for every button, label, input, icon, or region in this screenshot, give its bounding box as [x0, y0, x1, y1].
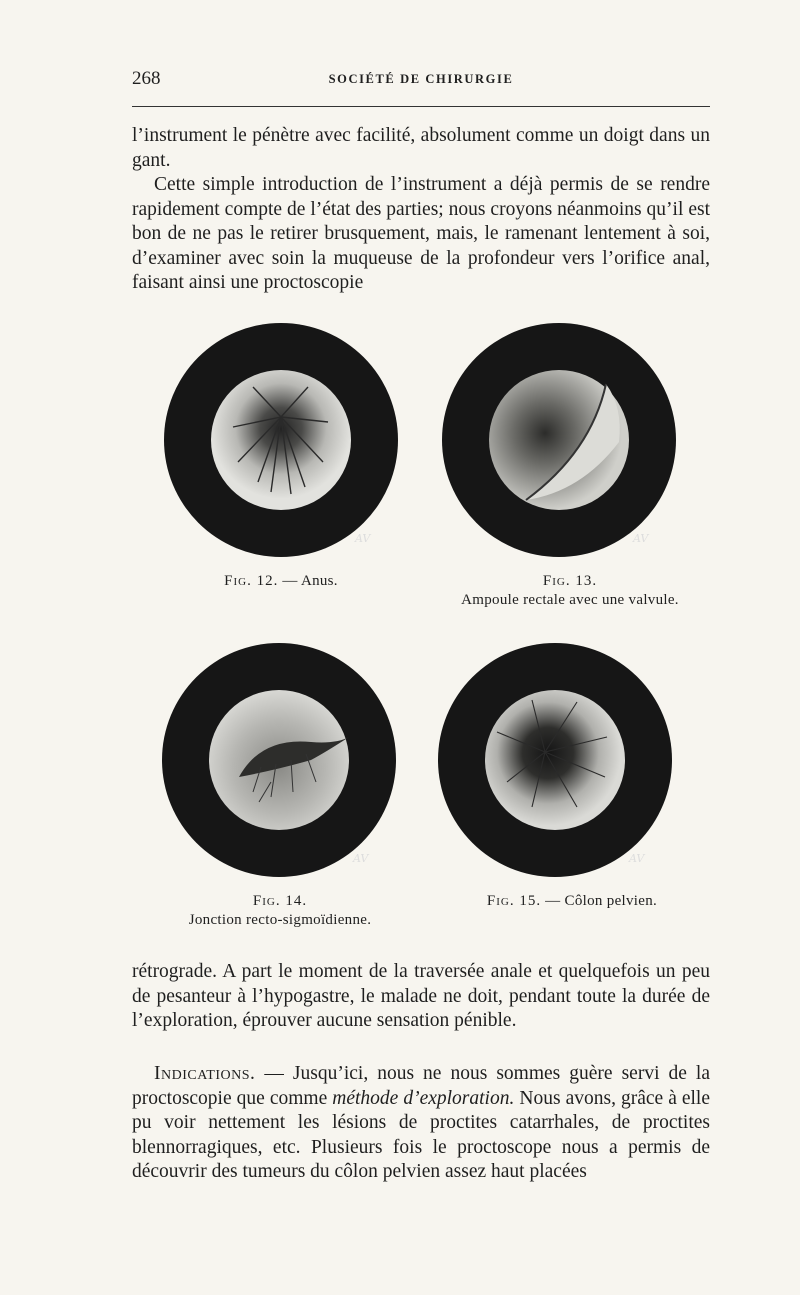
figure-15-dash: — — [545, 893, 561, 909]
paragraph-continuation: l’instrument le pénètre avec facilité, absolument comme un doigt dans un gant. — [132, 125, 710, 171]
figure-14-signature: AV — [353, 852, 369, 865]
figure-13-ampoule — [441, 322, 677, 558]
indications-heading: Indications. — [154, 1063, 256, 1084]
figure-15-caption — [437, 892, 707, 911]
figure-14-title: Jonction recto-sigmoïdienne. — [188, 912, 372, 928]
figure-13-title: Ampoule rectale avec une valvule. — [461, 592, 679, 608]
page-number: 268 — [132, 68, 161, 89]
figure-13-label: Fig. 13. — [542, 573, 598, 589]
paragraph-introduction: Cette simple introduction de l’instrument a déjà permis de se rendre rapidement compte de l’état des parties; nous croyons néanmoins qu’il est bon de ne pas le retirer brusquement, mais, le ramenant lentement à soi, d’examiner avec soin la muqueuse de la profondeur vers l’orifice anal, faisant ainsi une proctoscopie — [132, 174, 710, 294]
figure-12-anus — [163, 322, 399, 558]
figure-13-illustration — [441, 322, 677, 558]
indications-dash: — — [264, 1063, 284, 1084]
header-rule — [132, 106, 710, 107]
running-head — [132, 68, 710, 96]
paragraph-indications — [132, 1062, 710, 1185]
figure-13-caption — [420, 572, 720, 610]
figure-14-illustration — [161, 642, 397, 878]
figure-12-caption — [163, 572, 399, 591]
figure-15-signature: AV — [629, 852, 645, 865]
indications-text-2: Nous avons, grâce à elle pu voir nettement les lésions de proctites catarrhales, de proctites blennorragiques, etc. Plusieurs fois le proctoscope nous a permis de découvrir des tumeurs du côlon pelvien assez haut placées — [132, 1087, 711, 1183]
figure-12-label: Fig. 12. — [224, 573, 279, 589]
figure-15-illustration — [437, 642, 673, 878]
figure-14-label: Fig. 14. — [252, 893, 308, 909]
indications-text-1: Jusqu’ici, nous ne nous sommes guère servi de la proctoscopie que comme — [132, 1063, 710, 1109]
figure-14-caption — [150, 892, 410, 930]
figure-15-title: Côlon pelvien. — [564, 893, 658, 909]
figure-12-signature: AV — [355, 532, 371, 545]
figure-12-title: Anus. — [300, 573, 338, 589]
journal-title: SOCIÉTÉ DE CHIRURGIE — [328, 72, 514, 86]
figure-15-label: Fig. 15. — [486, 893, 542, 909]
figure-12-illustration — [163, 322, 399, 558]
figure-15-colon — [437, 642, 673, 878]
figure-12-dash: — — [282, 573, 298, 589]
figure-13-signature: AV — [633, 532, 649, 545]
indications-italic: méthode d’exploration. — [332, 1087, 515, 1109]
figure-14-jonction — [161, 642, 397, 878]
paragraph-retrograde: rétrograde. A part le moment de la traversée anale et quelquefois un peu de pesanteur à l’hypogastre, le malade ne doit, pendant toute la durée de l’exploration, éprouver aucune sensation pénible. — [132, 961, 710, 1032]
